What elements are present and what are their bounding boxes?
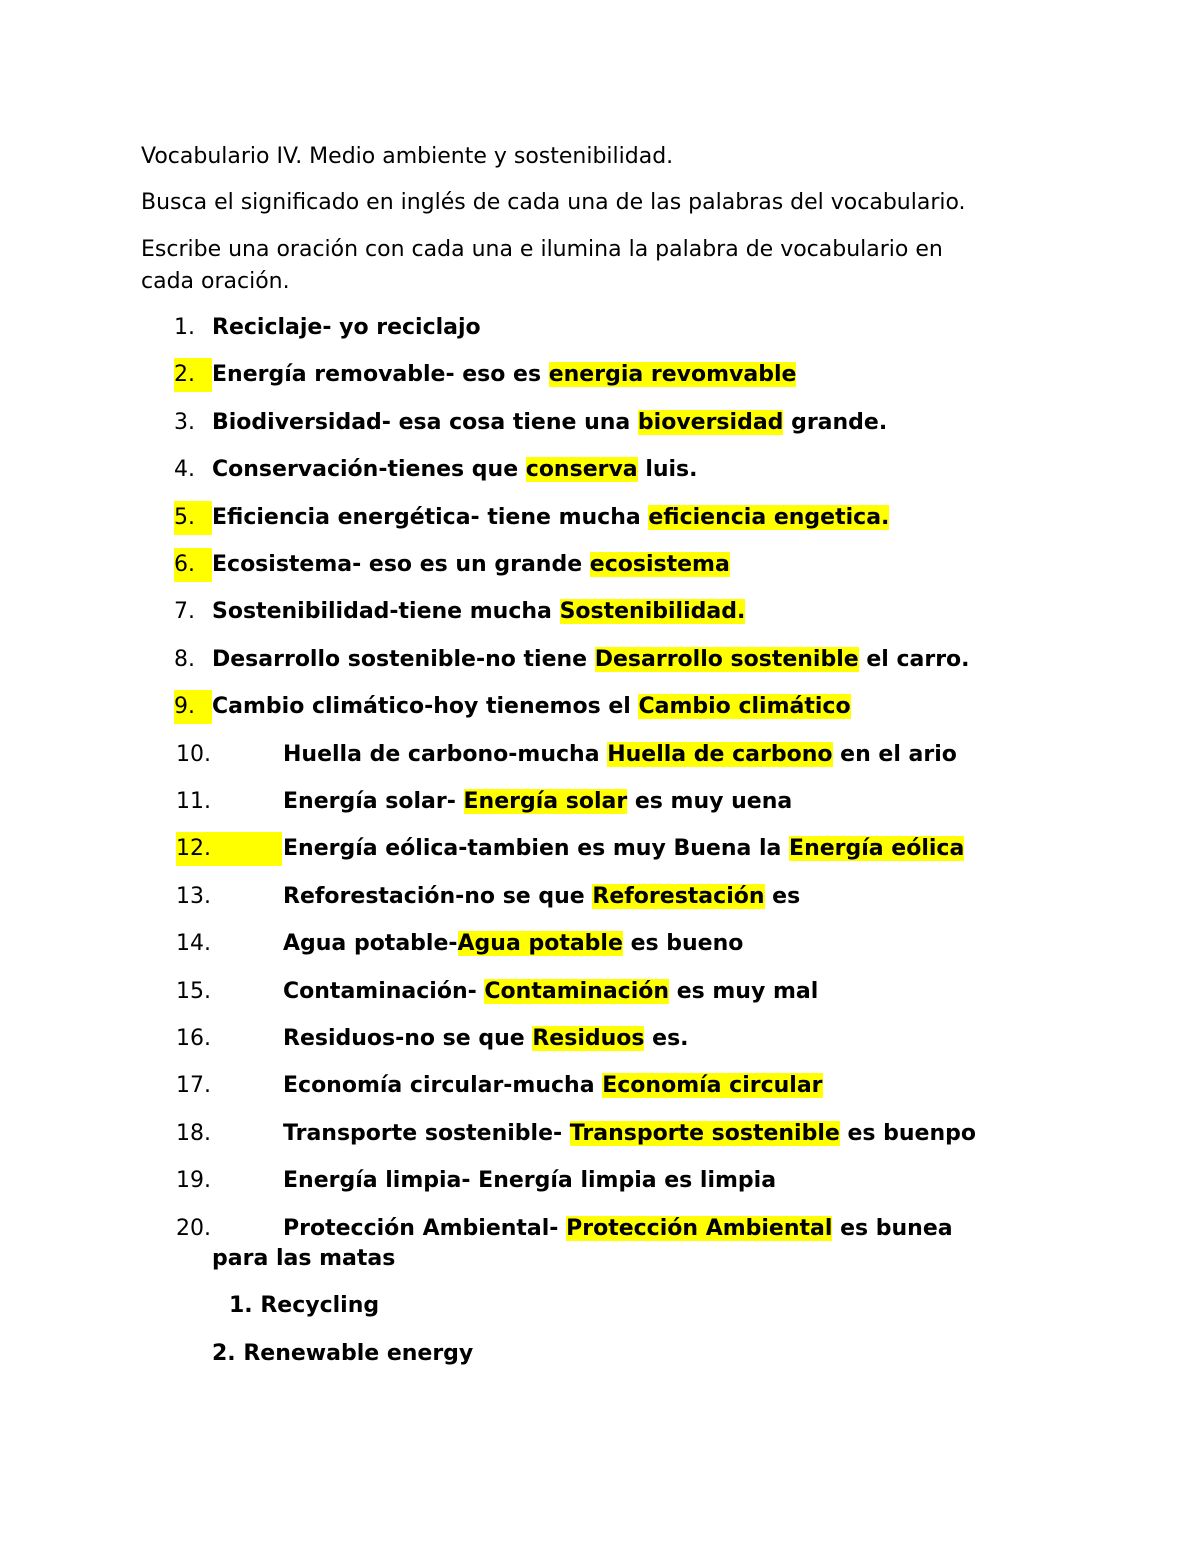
list-item-sentence xyxy=(283,880,800,914)
vocab-term: Cambio climático-hoy tienemos el xyxy=(212,694,639,719)
list-item-number: 14. xyxy=(176,931,211,956)
highlighted-vocab-word: Desarrollo sostenible xyxy=(594,647,859,672)
list-item-number: 11. xyxy=(176,789,211,814)
list-item-sentence xyxy=(283,1022,689,1056)
list-item-sentence xyxy=(212,643,970,677)
sentence-ending: es bueno xyxy=(622,931,744,956)
list-item-sentence xyxy=(283,927,743,961)
list-item-number: 8. xyxy=(174,647,195,672)
list-item-number: 1. xyxy=(174,315,195,340)
vocab-term: Desarrollo sostenible-no tiene xyxy=(212,647,595,672)
list-item-number: 2. xyxy=(174,358,212,392)
list-item-number: 7. xyxy=(174,599,195,624)
list-item xyxy=(0,738,1200,772)
list-item-sentence xyxy=(283,1117,976,1151)
highlighted-vocab-word: Energía eólica xyxy=(789,836,965,861)
sentence-ending: es. xyxy=(644,1026,689,1051)
list-item xyxy=(0,548,1200,582)
list-item xyxy=(0,1022,1200,1056)
english-item-number: 1. xyxy=(229,1293,253,1318)
highlighted-vocab-word: conserva xyxy=(525,457,638,482)
highlighted-vocab-word: Cambio climático xyxy=(638,694,851,719)
list-item-number: 18. xyxy=(176,1121,211,1146)
list-item-number: 16. xyxy=(176,1026,211,1051)
list-item xyxy=(0,1164,1200,1198)
list-item-sentence xyxy=(283,1069,823,1103)
list-item-sentence xyxy=(283,975,818,1009)
vocab-term: Eficiencia energética- tiene mucha xyxy=(212,505,649,530)
list-item-sentence xyxy=(283,1164,776,1198)
vocab-term: Sostenibilidad-tiene mucha xyxy=(212,599,560,624)
highlighted-vocab-word: ecosistema xyxy=(589,552,730,577)
list-item xyxy=(0,832,1200,866)
vocab-term: Protección Ambiental- xyxy=(283,1216,567,1241)
list-item xyxy=(0,927,1200,961)
english-item-text: Renewable energy xyxy=(243,1341,474,1366)
list-item-number: 17. xyxy=(176,1073,211,1098)
list-item-number: 20. xyxy=(176,1216,211,1241)
list-item-sentence xyxy=(212,311,481,345)
list-item-sentence xyxy=(212,358,796,392)
list-item xyxy=(0,358,1200,392)
english-item-number: 2. xyxy=(212,1341,236,1366)
vocab-term: Transporte sostenible- xyxy=(283,1121,570,1146)
list-item xyxy=(0,501,1200,535)
vocab-term: Conservación-tienes que xyxy=(212,457,526,482)
list-item-sentence xyxy=(212,595,745,629)
list-item xyxy=(0,1212,1200,1246)
highlighted-vocab-word: Contaminación xyxy=(484,979,670,1004)
list-item-sentence xyxy=(283,832,964,866)
highlighted-vocab-word: Huella de carbono xyxy=(607,742,833,767)
list-item-number: 9. xyxy=(174,690,212,724)
vocab-term: Energía removable- eso es xyxy=(212,362,549,387)
list-item xyxy=(0,690,1200,724)
vocab-term: Biodiversidad- esa cosa tiene una xyxy=(212,410,638,435)
list-item xyxy=(0,1069,1200,1103)
list-item-number: 10. xyxy=(176,742,211,767)
vocab-term: Ecosistema- eso es un grande xyxy=(212,552,590,577)
highlighted-vocab-word: Reforestación xyxy=(592,884,765,909)
sentence-ending: es buenpo xyxy=(839,1121,977,1146)
vocab-term: Residuos-no se que xyxy=(283,1026,533,1051)
list-item-number: 19. xyxy=(176,1168,211,1193)
highlighted-vocab-word: Economía circular xyxy=(602,1073,823,1098)
sentence-ending: es bunea xyxy=(832,1216,953,1241)
list-item-sentence xyxy=(212,453,698,487)
list-item xyxy=(0,595,1200,629)
vocab-term: Agua potable- xyxy=(283,931,458,956)
list-item xyxy=(0,1117,1200,1151)
instruction-sentence-line2: cada oración. xyxy=(141,269,290,294)
sentence-ending: es muy uena xyxy=(627,789,793,814)
list-item xyxy=(0,453,1200,487)
highlighted-vocab-word: Residuos xyxy=(532,1026,645,1051)
list-item-number: 6. xyxy=(174,548,212,582)
english-item-1 xyxy=(229,1289,379,1323)
highlighted-vocab-word: Sostenibilidad. xyxy=(559,599,746,624)
list-item xyxy=(0,643,1200,677)
vocab-term: Energía eólica-tambien es muy Buena la xyxy=(283,836,790,861)
list-item-sentence xyxy=(283,785,792,819)
sentence-ending: es muy mal xyxy=(669,979,819,1004)
list-item-number: 4. xyxy=(174,457,195,482)
list-item-number: 15. xyxy=(176,979,211,1004)
vocab-term: Energía limpia- Energía limpia es limpia xyxy=(283,1168,777,1193)
list-item-sentence xyxy=(212,501,889,535)
highlighted-vocab-word: bioversidad xyxy=(637,410,784,435)
instruction-translate: Busca el significado en inglés de cada una de las palabras del vocabulario. xyxy=(141,190,966,215)
highlighted-vocab-word: Energía solar xyxy=(463,789,628,814)
vocab-term: Reforestación-no se que xyxy=(283,884,593,909)
highlighted-vocab-word: Agua potable xyxy=(457,931,623,956)
sentence-ending: es xyxy=(764,884,801,909)
vocab-term: Economía circular-mucha xyxy=(283,1073,603,1098)
list-item-sentence xyxy=(283,738,957,772)
list-item-number: 5. xyxy=(174,501,212,535)
sentence-ending: grande. xyxy=(783,410,888,435)
english-item-text: Recycling xyxy=(260,1293,380,1318)
list-item-number: 13. xyxy=(176,884,211,909)
list-item-sentence xyxy=(212,548,730,582)
sentence-ending: el carro. xyxy=(858,647,970,672)
highlighted-vocab-word: eficiencia engetica. xyxy=(648,505,890,530)
instruction-sentence-line1: Escribe una oración con cada una e ilumina la palabra de vocabulario en xyxy=(141,237,943,262)
vocab-term: Energía solar- xyxy=(283,789,464,814)
highlighted-vocab-word: Protección Ambiental xyxy=(566,1216,833,1241)
document-title: Vocabulario IV. Medio ambiente y sostenibilidad. xyxy=(141,144,674,169)
sentence-ending: en el ario xyxy=(832,742,957,767)
list-item-number: 12. xyxy=(176,832,282,866)
item-20-continuation: para las matas xyxy=(212,1246,396,1271)
highlighted-vocab-word: energia revomvable xyxy=(548,362,797,387)
vocab-term: Contaminación- xyxy=(283,979,485,1004)
list-item xyxy=(0,880,1200,914)
list-item-sentence xyxy=(212,690,851,724)
list-item xyxy=(0,311,1200,345)
highlighted-vocab-word: Transporte sostenible xyxy=(569,1121,840,1146)
list-item-sentence xyxy=(212,406,887,440)
list-item xyxy=(0,406,1200,440)
list-item-number: 3. xyxy=(174,410,195,435)
vocab-term: Reciclaje- yo reciclajo xyxy=(212,315,481,340)
list-item-sentence xyxy=(283,1212,953,1246)
list-item xyxy=(0,785,1200,819)
sentence-ending: luis. xyxy=(637,457,698,482)
vocab-term: Huella de carbono-mucha xyxy=(283,742,608,767)
english-item-2 xyxy=(212,1337,473,1371)
list-item xyxy=(0,975,1200,1009)
